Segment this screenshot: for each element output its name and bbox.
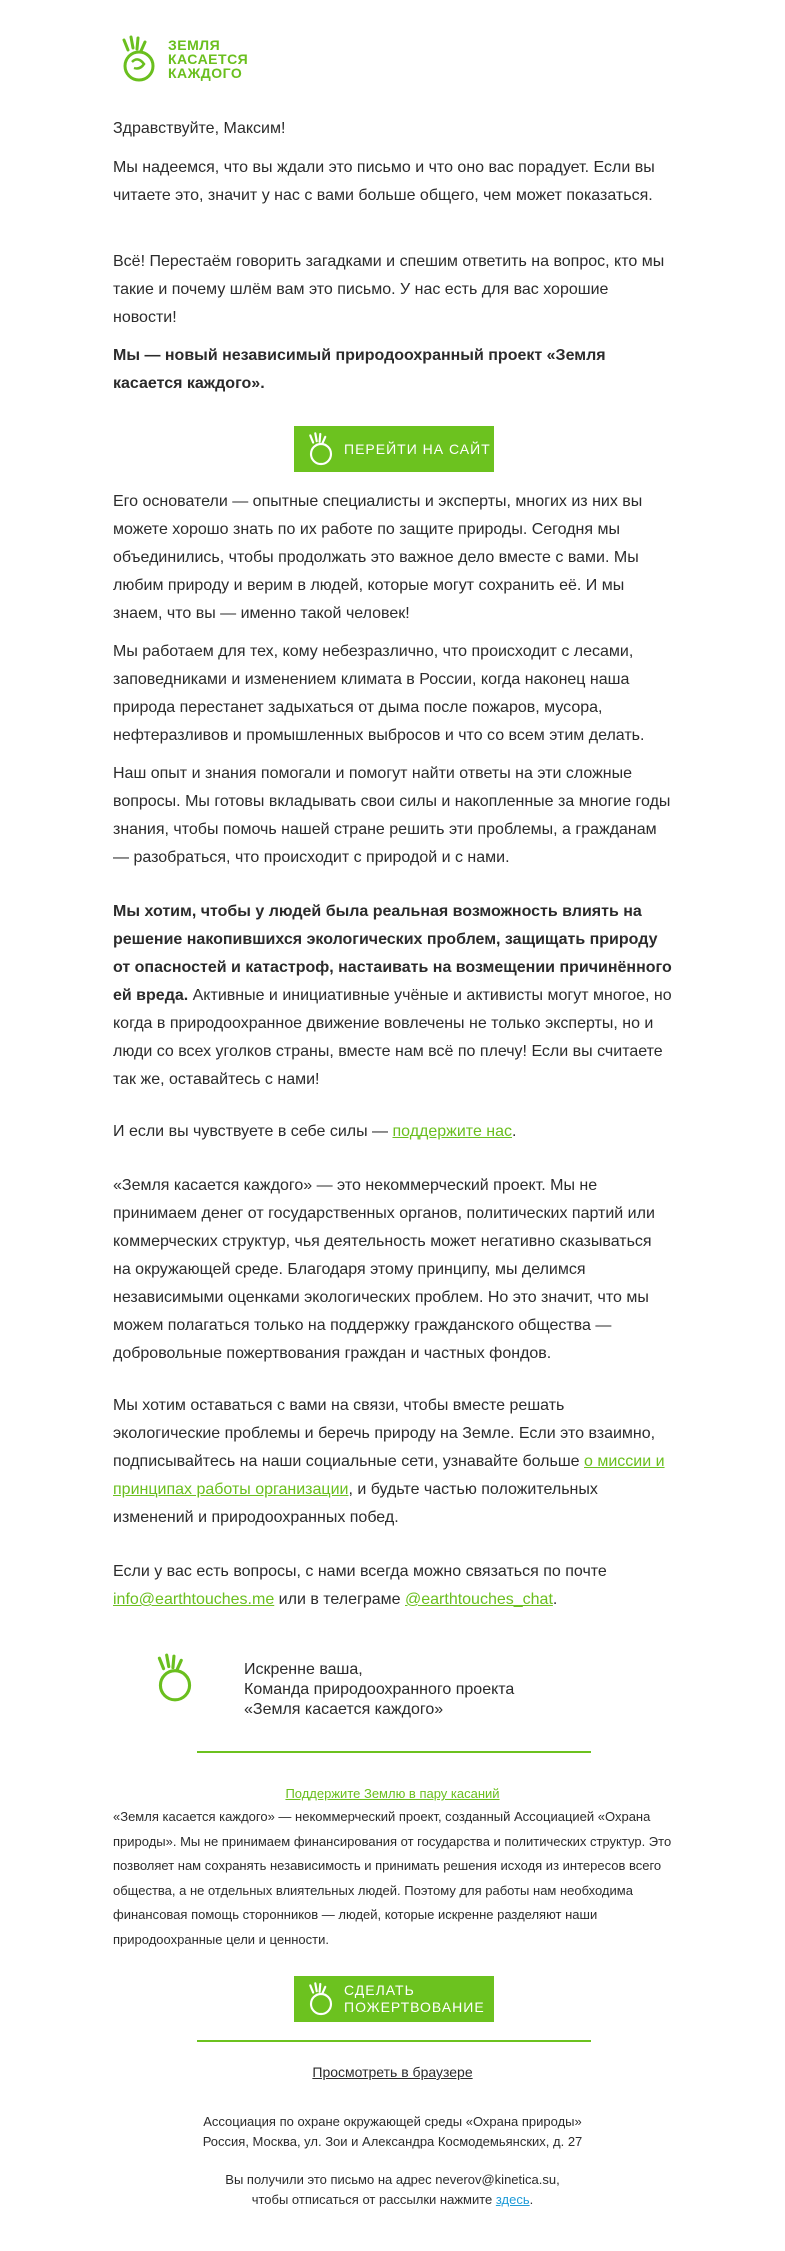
donate-label bbox=[344, 1982, 485, 2016]
unsubscribe-link[interactable]: здесь bbox=[495, 2192, 530, 2207]
signature-line-3: «Земля касается каждого» bbox=[244, 1701, 444, 1718]
donate-button[interactable] bbox=[294, 1976, 494, 2022]
contacts-paragraph bbox=[113, 1558, 673, 1614]
contacts-mid: или в телеграме bbox=[274, 1591, 405, 1608]
intro-paragraph-bold: Мы — новый независимый природоохранный проект «Земля касается каждого». bbox=[113, 347, 606, 392]
donate-label-line-1: СДЕЛАТЬ bbox=[344, 1982, 415, 1998]
earth-hand-icon bbox=[306, 430, 336, 468]
experience-paragraph: Наш опыт и знания помогали и помогут найти ответы на эти сложные вопросы. Мы готовы вкладывать свои силы и накопленные за многие годы знания, чтобы помочь нашей стране решить эти проблемы, а гражданам — разобраться, что происходит с природой и с нами. bbox=[113, 765, 671, 866]
unsubscribe-line bbox=[0, 2190, 785, 2210]
social-text-end: , и будьте частью положительных изменений и природоохранных побед. bbox=[113, 1481, 598, 1526]
support-us-link[interactable]: поддержите нас bbox=[392, 1123, 513, 1140]
org-name: Ассоциация по охране окружающей среды «Охрана природы» bbox=[203, 2114, 582, 2129]
mission-paragraph bbox=[113, 898, 673, 1094]
earth-hand-signature-icon bbox=[153, 1652, 197, 1704]
social-text: Мы хотим оставаться с вами на связи, чтобы вместе решать экологические проблемы и беречь природу на Земле. Если это взаимно, подписывайтесь на наши социальные сети, узнавайте больше bbox=[113, 1397, 656, 1470]
support-punct: . bbox=[512, 1123, 517, 1140]
mission-principles-link[interactable]: о миссии и принципах работы организации bbox=[113, 1453, 665, 1498]
unsubscribe-block bbox=[0, 2170, 785, 2210]
social-paragraph bbox=[113, 1392, 673, 1532]
donate-label-line-2: ПОЖЕРТВОВАНИЕ bbox=[344, 1999, 485, 2015]
earth-hand-logo-icon bbox=[118, 34, 160, 84]
divider-1 bbox=[197, 1751, 591, 1753]
logo-line-1: ЗЕМЛЯ bbox=[168, 37, 221, 53]
logo-line-2: КАСАЕТСЯ bbox=[168, 51, 249, 67]
non-commercial-paragraph: «Земля касается каждого» — это некоммерческий проект. Мы не принимаем денег от государственных органов, политических партий или коммерческих структур, чья деятельность может негативно сказываться на окружающей среде. Благодаря этому принципу, мы делимся независимыми оценками экологических проблем. Но это значит, что мы можем полагаться только на поддержку гражданского общества — добровольные пожертвования граждан и частных фондов. bbox=[113, 1177, 655, 1362]
divider-2 bbox=[197, 2040, 591, 2042]
org-address-line: Россия, Москва, ул. Зои и Александра Космодемьянских, д. 27 bbox=[202, 2134, 583, 2149]
telegram-link[interactable]: @earthtouches_chat bbox=[405, 1591, 553, 1608]
email-link[interactable]: info@earthtouches.me bbox=[113, 1591, 275, 1608]
signature-line-1: Искренне ваша, bbox=[244, 1661, 363, 1678]
contacts-punct: . bbox=[552, 1591, 558, 1608]
founders-paragraph: Его основатели — опытные специалисты и эксперты, многих из них вы можете хорошо знать по их работе по защите природы. Сегодня мы объединились, чтобы продолжать это важное дело вместе с вами. Мы любим природу и верим в людей, которые могут сохранить её. И мы знаем, что вы — именно такой человек! bbox=[113, 493, 643, 622]
mission-bold-text: Мы хотим, чтобы у людей была реальная возможность влиять на решение накопившихся экологических проблем, защищать природу от опасностей и катастроф, настаивать на возмещении причинённого ей вреда. bbox=[113, 903, 672, 1004]
mission-rest-text: Активные и инициативные учёные и активисты могут многое, но когда в природоохранное движение вовлечены не только эксперты, но и люди со всех уголков страны, вместе нам всё по плечу! Если вы считаете так же, оставайтесь с нами! bbox=[113, 987, 672, 1088]
signature-line-2: Команда природоохранного проекта bbox=[244, 1681, 515, 1698]
support-text: И если вы чувствуете в себе силы — bbox=[113, 1123, 393, 1140]
contacts-text: Если у вас есть вопросы, с нами всегда можно связаться по почте bbox=[113, 1563, 607, 1580]
footer-about-text: «Земля касается каждого» — некоммерческий проект, созданный Ассоциацией «Охрана природы». Мы не принимаем финансирования от государства и политических структур. Это позволяет нам сохранять независимость и принимать решения исходя из интересов всего общества, а не отдельных влиятельных людей. Поэтому для работы нам необходима финансовая помощь сторонников — людей, которые искренне разделяют наши природоохранные цели и ценности. bbox=[113, 1809, 672, 1947]
work-paragraph: Мы работаем для тех, кому небезразлично, что происходит с лесами, заповедниками и изменением климата в России, когда наконец наша природа перестанет задыхаться от дыма после пожаров, мусора, нефтеразливов и промышленных выбросов и что со всем этим делать. bbox=[113, 643, 645, 744]
intro-paragraph-1: Мы надеемся, что вы ждали это письмо и что оно вас порадует. Если вы читаете это, значит у нас с вами больше общего, чем может показаться. bbox=[113, 159, 655, 204]
brand-logo[interactable] bbox=[118, 34, 248, 84]
support-paragraph bbox=[113, 1118, 673, 1146]
unsubscribe-text: чтобы отписаться от рассылки нажмите bbox=[251, 2192, 496, 2207]
greeting: Здравствуйте, Максим! bbox=[113, 120, 286, 137]
support-earth-row bbox=[0, 1782, 785, 1806]
go-to-site-label: ПЕРЕЙТИ НА САЙТ bbox=[344, 441, 491, 457]
browser-link-row bbox=[0, 2062, 785, 2082]
view-in-browser-link[interactable]: Просмотреть в браузере bbox=[312, 2064, 473, 2080]
recipient-line: Вы получили это письмо на адрес neverov@kinetica.su, bbox=[225, 2172, 560, 2187]
logo-line-3: КАЖДОГО bbox=[168, 65, 243, 81]
intro-paragraph-2: Всё! Перестаём говорить загадками и спешим ответить на вопрос, кто мы такие и почему шлём вам это письмо. У нас есть для вас хорошие новости! bbox=[113, 253, 665, 326]
signature-block bbox=[244, 1660, 514, 1720]
go-to-site-button[interactable] bbox=[294, 426, 494, 472]
org-address bbox=[0, 2112, 785, 2152]
support-earth-link[interactable]: Поддержите Землю в пару касаний bbox=[285, 1786, 500, 1801]
unsubscribe-punct: . bbox=[529, 2192, 534, 2207]
earth-hand-donate-icon bbox=[306, 1980, 336, 2018]
